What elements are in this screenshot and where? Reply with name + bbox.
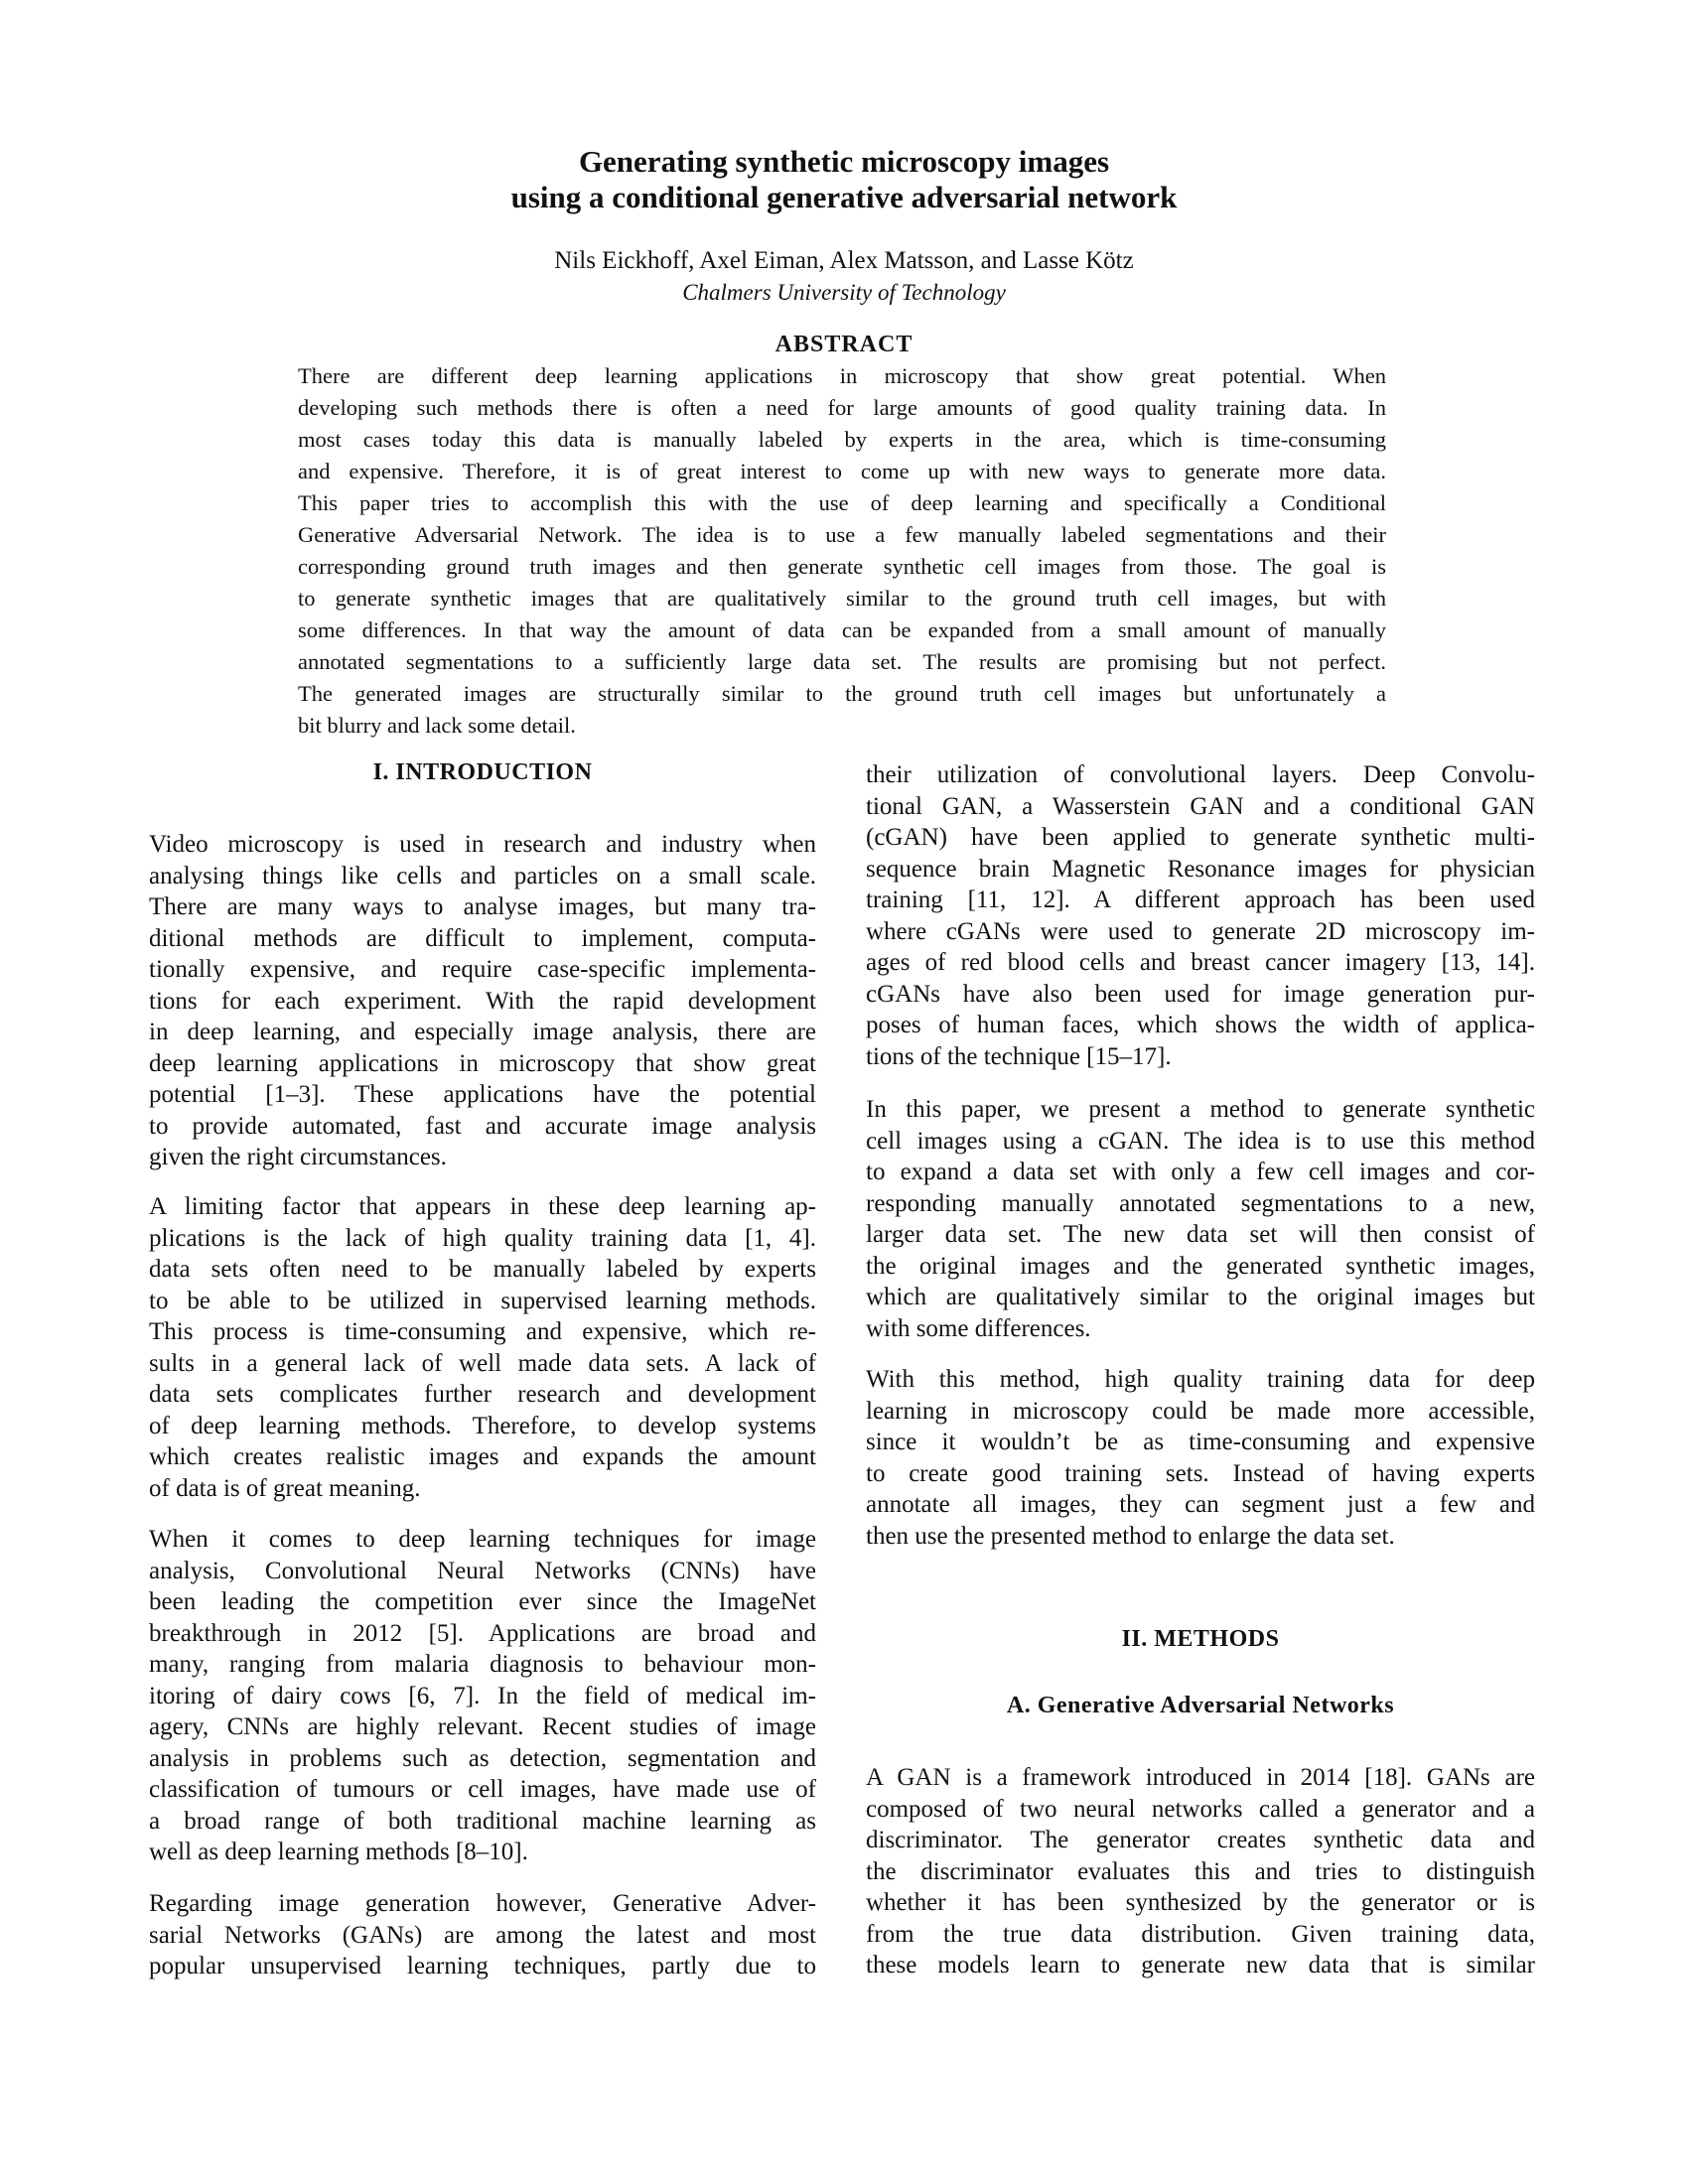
text-line: tions of the technique [15–17]. [866, 1042, 1172, 1070]
text-line: where cGANs were used to generate 2D microscopy im- [866, 917, 1535, 945]
text-line: The generated images are structurally similar to the ground truth cell images but unfortunately a [298, 681, 1386, 706]
text-line: the original images and the generated synthetic images, [866, 1252, 1535, 1280]
text-line: to be able to be utilized in supervised learning methods. [149, 1287, 816, 1314]
text-line: of data is of great meaning. [149, 1474, 421, 1502]
text-line: of deep learning methods. Therefore, to develop systems [149, 1412, 816, 1439]
text-line: composed of two neural networks called a generator and a [866, 1795, 1535, 1823]
text-line: deep learning applications in microscopy that show great [149, 1049, 816, 1077]
text-line: sarial Networks (GANs) are among the latest and most [149, 1921, 816, 1949]
affiliation: Chalmers University of Technology [682, 280, 1006, 305]
text-line: ditional methods are difficult to implement, computa- [149, 924, 816, 952]
text-line: There are different deep learning applications in microscopy that show great potential. When [298, 363, 1386, 388]
text-line: sequence brain Magnetic Resonance images for physician [866, 855, 1535, 883]
text-line: and expensive. Therefore, it is of great interest to come up with new ways to generate more data. [298, 459, 1386, 483]
text-line: a broad range of both traditional machine learning as [149, 1807, 816, 1835]
authors: Nils Eickhoff, Axel Eiman, Alex Matsson, and Lasse Kötz [554, 247, 1134, 274]
text-line: In this paper, we present a method to generate synthetic [866, 1096, 1535, 1123]
text-line: plications is the lack of high quality training data [1, 4]. [149, 1224, 816, 1252]
text-line: Video microscopy is used in research and industry when [149, 831, 816, 858]
subsection-gan-heading: A. Generative Adversarial Networks [1006, 1693, 1395, 1718]
text-line: learning in microscopy could be made more accessible, [866, 1397, 1535, 1425]
text-line: potential [1–3]. These applications have the potential [149, 1081, 816, 1108]
text-line: When it comes to deep learning techniques for image [149, 1526, 816, 1553]
text-line: A GAN is a framework introduced in 2014 [18]. GANs are [866, 1764, 1535, 1791]
title-line: Generating synthetic microscopy images [578, 144, 1110, 179]
text-line: responding manually annotated segmentations to a new, [866, 1189, 1535, 1217]
text-line: these models learn to generate new data that is similar [866, 1952, 1535, 1979]
text-line: There are many ways to analyse images, but many tra- [149, 893, 816, 920]
text-line: cGANs have also been used for image generation pur- [866, 980, 1535, 1008]
paragraph [866, 1364, 1535, 1552]
text-line: annotated segmentations to a sufficiently large data set. The results are promising but not perfect. [298, 649, 1386, 674]
text-line: data sets often need to be manually labeled by experts [149, 1256, 816, 1283]
text-line: which creates realistic images and expands the amount [149, 1443, 816, 1470]
text-line: to generate synthetic images that are qualitatively similar to the ground truth cell images, but with [298, 586, 1386, 611]
text-line: breakthrough in 2012 [5]. Applications are broad and [149, 1619, 816, 1647]
text-line: Generative Adversarial Network. The idea is to use a few manually labeled segmentations and their [298, 522, 1386, 547]
text-line: well as deep learning methods [8–10]. [149, 1839, 528, 1865]
text-line: their utilization of convolutional layers. Deep Convolu- [866, 761, 1535, 788]
text-line: corresponding ground truth images and then generate synthetic cell images from those. The goal is [298, 554, 1386, 579]
text-line: annotate all images, they can segment just a few and [866, 1491, 1535, 1518]
text-line: tions for each experiment. With the rapid development [149, 987, 816, 1015]
text-line: poses of human faces, which shows the width of applica- [866, 1012, 1535, 1038]
text-line: given the right circumstances. [149, 1144, 447, 1170]
text-line: data sets complicates further research and development [149, 1381, 816, 1408]
text-line: with some differences. [866, 1314, 1091, 1342]
text-line: sults in a general lack of well made data sets. A lack of [149, 1349, 816, 1377]
text-line: discriminator. The generator creates synthetic data and [866, 1827, 1535, 1853]
text-line: cell images using a cGAN. The idea is to use this method [866, 1127, 1535, 1155]
text-line: in deep learning, and especially image analysis, there are [149, 1019, 816, 1045]
paper-title [0, 144, 1688, 215]
text-line: tional GAN, a Wasserstein GAN and a conditional GAN [866, 792, 1535, 820]
text-line: whether it has been synthesized by the generator or is [866, 1889, 1535, 1916]
text-line: Regarding image generation however, Generative Adver- [149, 1890, 816, 1917]
text-line: With this method, high quality training data for deep [866, 1366, 1535, 1393]
text-line: itoring of dairy cows [6, 7]. In the field of medical im- [149, 1682, 816, 1709]
paragraph [149, 1191, 816, 1504]
text-line: (cGAN) have been applied to generate synthetic multi- [866, 824, 1535, 851]
text-line: many, ranging from malaria diagnosis to behaviour mon- [149, 1651, 816, 1678]
text-line: from the true data distribution. Given training data, [866, 1920, 1535, 1948]
text-line: to provide automated, fast and accurate image analysis [149, 1112, 816, 1140]
paragraph [866, 1762, 1535, 1981]
text-line: bit blurry and lack some detail. [298, 713, 576, 738]
paragraph [866, 1094, 1535, 1344]
text-line: agery, CNNs are highly relevant. Recent studies of image [149, 1713, 816, 1740]
text-line: A limiting factor that appears in these deep learning ap- [149, 1193, 816, 1220]
text-line: analysing things like cells and particles on a small scale. [149, 862, 816, 889]
text-line: developing such methods there is often a need for large amounts of good quality training data. In [298, 395, 1386, 420]
text-line: to expand a data set with only a few cell images and cor- [866, 1159, 1535, 1185]
section-introduction-heading: I. INTRODUCTION [372, 759, 593, 785]
text-line: most cases today this data is manually labeled by experts in the area, which is time-consuming [298, 427, 1386, 452]
text-line: been leading the competition ever since the ImageNet [149, 1588, 816, 1615]
text-line: which are qualitatively similar to the original images but [866, 1284, 1535, 1310]
paragraph [149, 829, 816, 1173]
abstract [298, 360, 1386, 742]
text-line: This paper tries to accomplish this with the use of deep learning and specifically a Conditional [298, 490, 1386, 515]
text-line: larger data set. The new data set will then consist of [866, 1221, 1535, 1248]
text-line: to create good training sets. Instead of having experts [866, 1459, 1535, 1487]
title-line: using a conditional generative adversarial network [510, 180, 1178, 214]
text-line: classification of tumours or cell images, have made use of [149, 1776, 816, 1803]
text-line: the discriminator evaluates this and tries to distinguish [866, 1857, 1535, 1885]
text-line: analysis in problems such as detection, segmentation and [149, 1744, 816, 1772]
text-line: This process is time-consuming and expensive, which re- [149, 1318, 816, 1345]
text-line: since it wouldn’t be as time-consuming and expensive [866, 1429, 1535, 1455]
text-line: ages of red blood cells and breast cancer imagery [13, 14]. [866, 949, 1535, 976]
section-methods-heading: II. METHODS [1121, 1626, 1280, 1652]
paragraph [866, 759, 1535, 1072]
paragraph [149, 1524, 816, 1868]
text-line: analysis, Convolutional Neural Networks (CNNs) have [149, 1557, 816, 1584]
text-line: popular unsupervised learning techniques, partly due to [149, 1953, 816, 1979]
paragraph [149, 1888, 816, 1982]
text-line: then use the presented method to enlarge the data set. [866, 1522, 1395, 1550]
abstract-heading: ABSTRACT [774, 332, 914, 357]
text-line: tionally expensive, and require case-specific implementa- [149, 956, 816, 983]
text-line: training [11, 12]. A different approach has been used [866, 887, 1535, 913]
text-line: some differences. In that way the amount of data can be expanded from a small amount of manually [298, 617, 1386, 642]
